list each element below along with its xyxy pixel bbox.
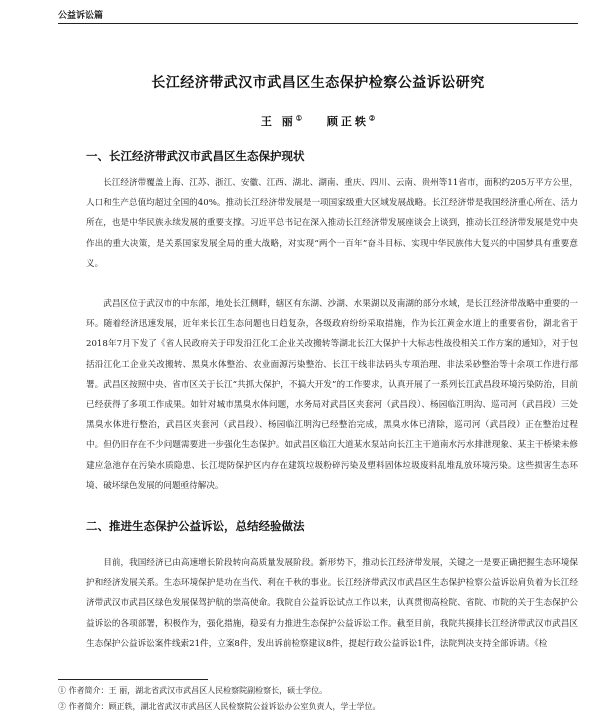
footnote-rule: [58, 679, 208, 680]
author-footnote-mark: ①: [295, 113, 302, 123]
author-line: [58, 113, 578, 129]
section-heading: 二、推进生态保护公益诉讼，总结经验做法: [86, 519, 305, 533]
body-paragraph: 目前，我国经济已由高速增长阶段转向高质量发展阶段。新形势下，推动长江经济带发展，关键之一是要正确把握生态环境保护和经济发展关系。生态环境保护是功在当代、利在千秋的事业。长江经济带武汉市武昌区生态保护检察公益诉讼肩负着为长江经济带武汉市武昌区绿色发展保驾护航的崇高使命。我院自公益诉讼试点工作以来，认真贯彻高检院、省院、市院的关于生态保护公益诉讼的各项部署，积极作为，强化措施，稳妥有力推进生态保护公益诉讼工作。截至目前，我院共摸排长江经济带武汉市武昌区生态保护公益诉讼案件线索21件，立案8件，发出诉前检察建议8件，提起行政公益诉讼1件，法院判决支持全部诉请。《检: [86, 558, 578, 649]
section-heading: 一、长江经济带武汉市武昌区生态保护现状: [86, 149, 305, 163]
body-paragraph: 武昌区位于武汉市的中东部，地处长江侧畔，辖区有东湖、沙湖、水果湖以及南湖的部分水域，是长江经济带战略中重要的一环。随着经济迅速发展，近年来长江生态问题也日趋复杂，各级政府纷纷采取措施，作为长江黄金水道上的重要省份，湖北省于2018年7月下发了《省人民政府关于印发沿江化工企业关改搬转等湖北长江大保护十大标志性战役相关工作方案的通知》，对于包括沿江化工企业关改搬转、黑臭水体整治、农业面源污染整治、长江干线非法码头专项治理、非法采砂整治等十余项工作进行部署。武昌区按照中央、省市区关于长江“共抓大保护，不搞大开发”的工作要求，认真开展了一系列长江武昌段环境污染防治，目前已经获得了多项工作成果。如针对城市黑臭水体问题，水务局对武昌区夹套河（武昌段）、杨园临江明沟、巡司河（武昌段）三处黑臭水体进行整治，武昌区夹套河（武昌段）、杨园临江明沟已经整治完成，黑臭水体已清除，巡司河（武昌段）正在整治过程中。但仍旧存在不少问题需要进一步强化生态保护。如武昌区临江大道某水泵站向长江主干道南水污水排泄现象、某主干桥梁未修建应急池存在污染水质隐患、长江堤防保护区内存在建筑垃圾粉碎污染及塑料固体垃圾废料乱堆乱放环境污染。这些损害生态环境、破坏绿色发展的问题亟待解决。: [86, 299, 578, 491]
author-name: 顾正轶: [326, 115, 369, 128]
footnote: ① 作者简介：王 丽，湖北省武汉市武昌区人民检察院副检察长，硕士学位。: [58, 686, 328, 695]
author-name: 王 丽: [260, 115, 296, 128]
header-rule: [58, 23, 578, 24]
footnote: ② 作者简介：顾正轶，湖北省武汉市武昌区人民检察院公益诉讼办公室负责人，学士学位。: [58, 702, 381, 711]
paper-title: 长江经济带武汉市武昌区生态保护检察公益诉讼研究: [151, 75, 485, 91]
author-footnote-mark: ②: [368, 113, 376, 123]
body-paragraph: 长江经济带覆盖上海、江苏、浙江、安徽、江西、湖北、湖南、重庆、四川、云南、贵州等11省市，面积约205万平方公里，人口和生产总值均超过全国的40%。推动长江经济带发展是一项国家级重大区域发展战略。长江经济带是我国经济重心所在、活力所在，也是中华民族永续发展的重要支撑。习近平总书记在深入推动长江经济带发展座谈会上谈到，推动长江经济带发展是党中央作出的重大决策，是关系国家发展全局的重大战略，对实现“两个一百年”奋斗目标、实现中华民族伟大复兴的中国梦具有重要意义。: [86, 178, 578, 269]
running-head: 公益诉讼篇: [58, 11, 104, 21]
